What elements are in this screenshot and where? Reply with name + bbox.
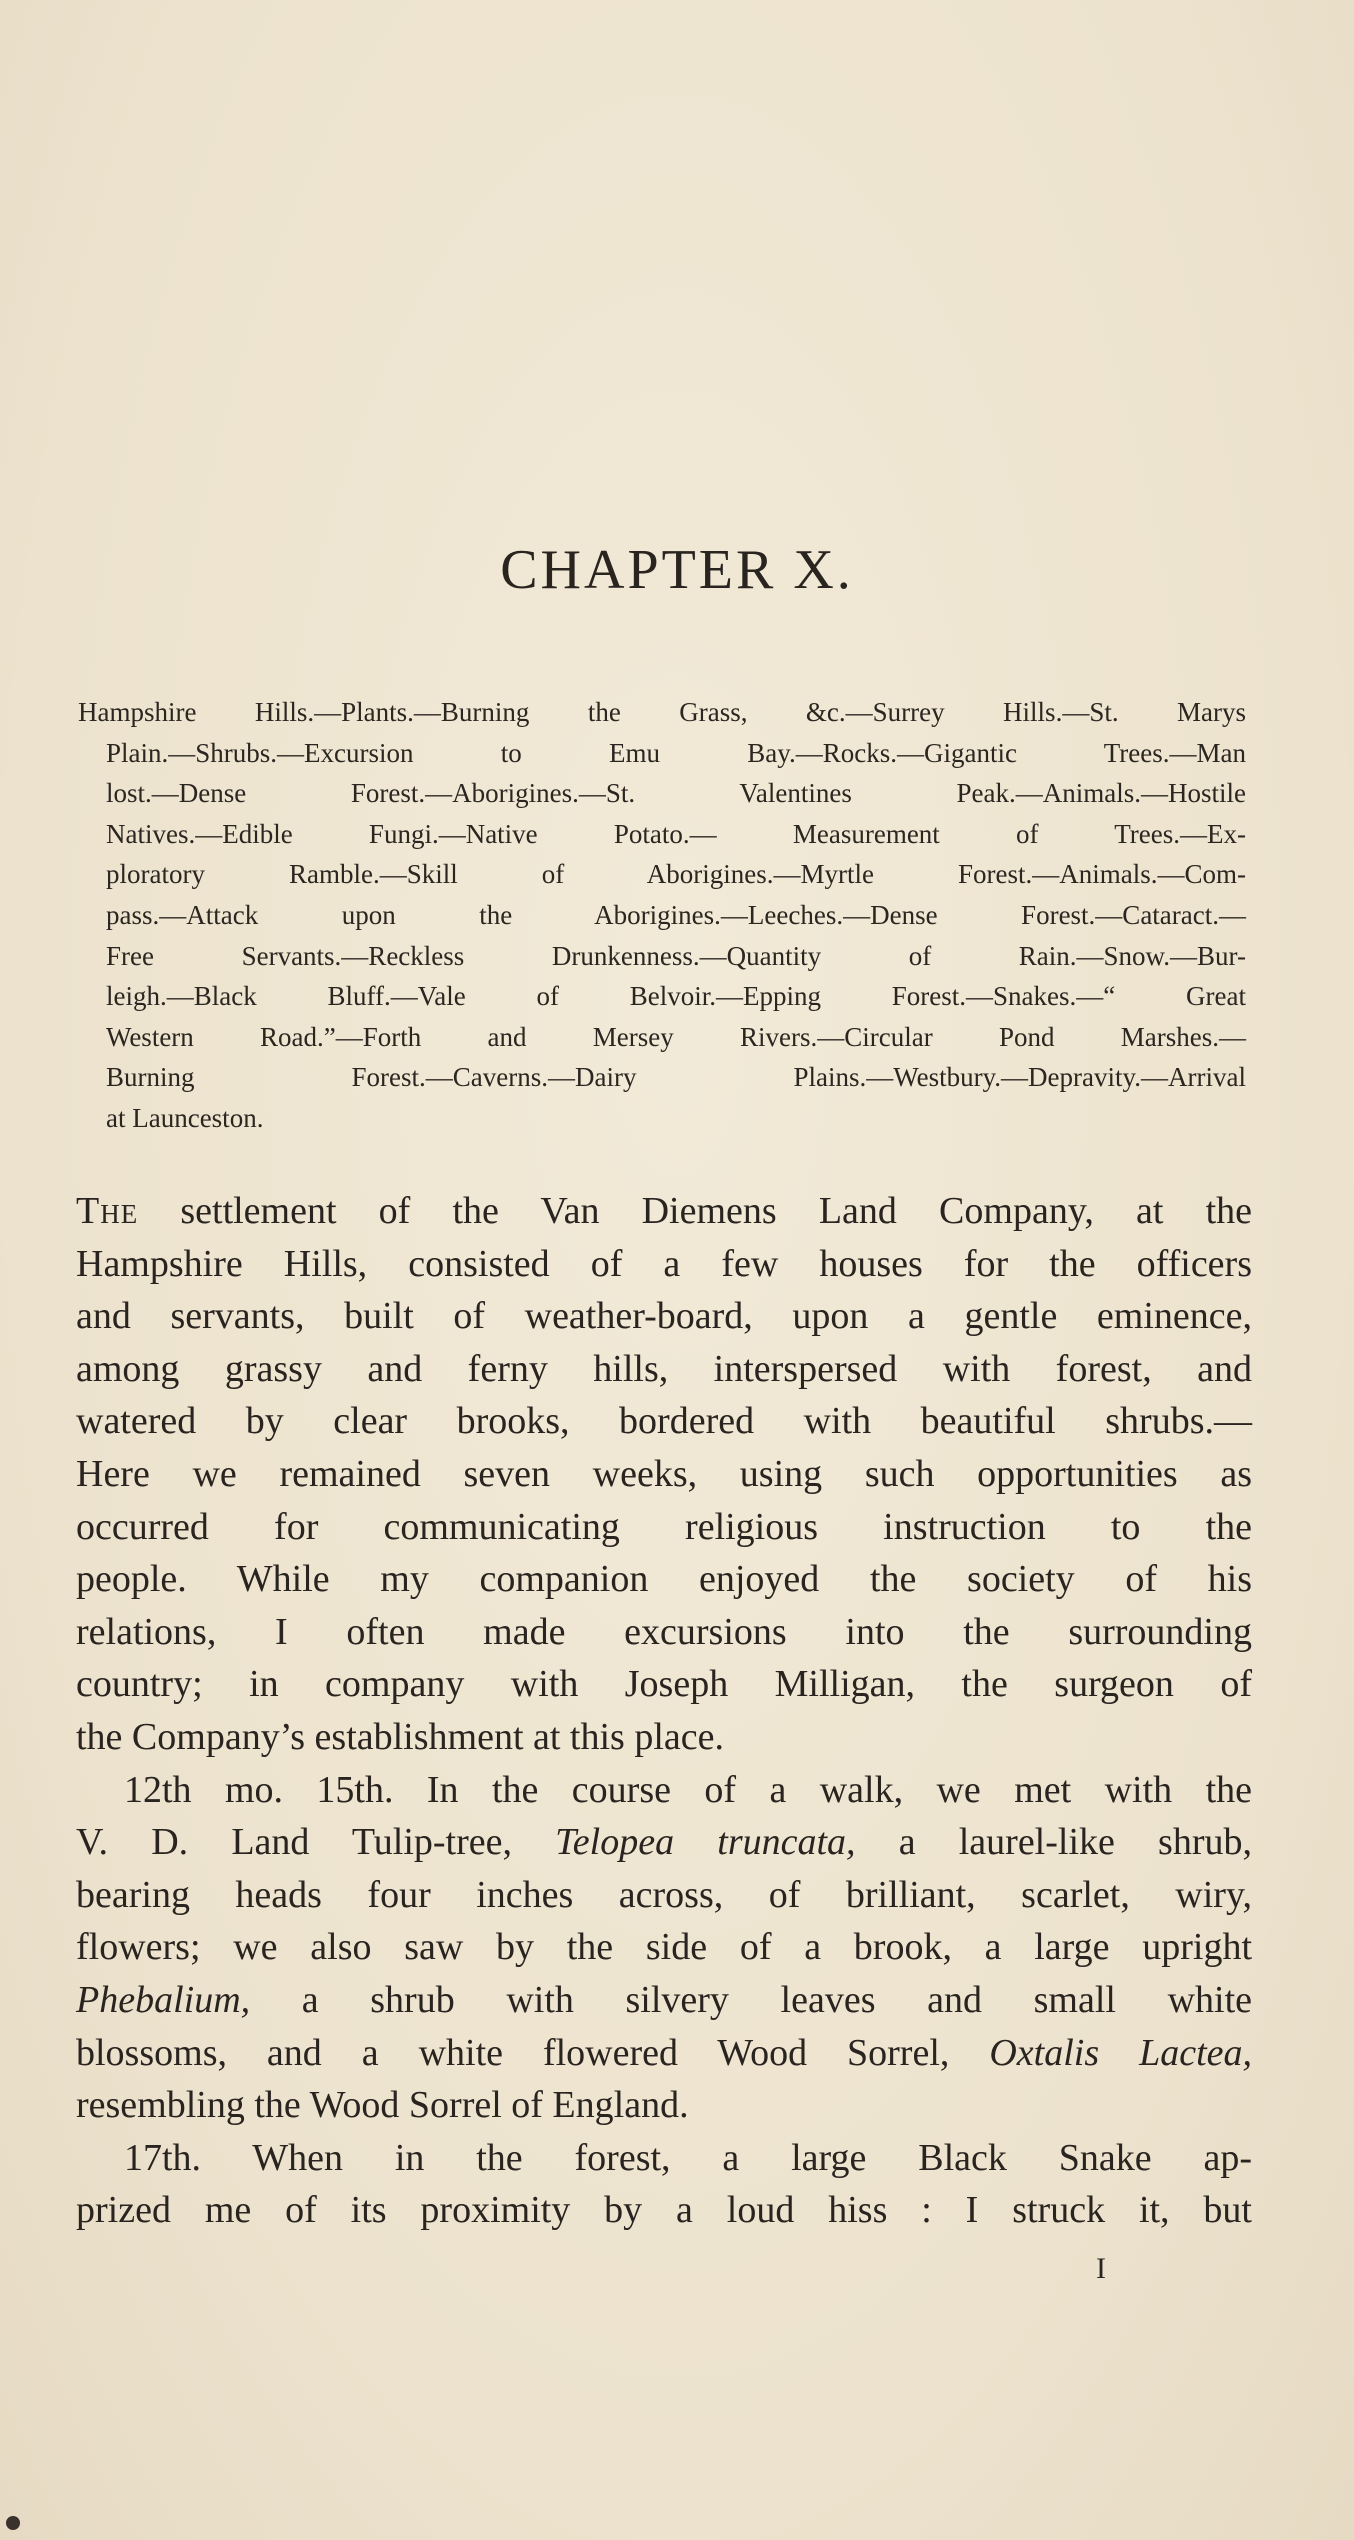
species-name: Oxtalis Lactea, xyxy=(989,2031,1252,2074)
signature-mark: I xyxy=(1096,2252,1106,2285)
synopsis-line: Free Servants.—Reckless Drunkenness.—Quantity of Rain.—Snow.—Bur- xyxy=(106,940,1246,971)
body-line: occurred for communicating religious instruction to the xyxy=(76,1505,1252,1548)
chapter-synopsis xyxy=(78,692,1246,1139)
body-line: 12th mo. 15th. In the course of a walk, we met with the xyxy=(124,1768,1252,1811)
lead-word: The xyxy=(76,1190,139,1232)
body-line: and servants, built of weather-board, upon a gentle eminence, xyxy=(76,1295,1252,1338)
body-line: relations, I often made excursions into the surrounding xyxy=(76,1610,1252,1653)
body-line: The settlement of the Van Diemens Land Company, at the xyxy=(76,1190,1252,1232)
body-line: Hampshire Hills, consisted of a few houses for the officers xyxy=(76,1242,1252,1285)
synopsis-line: Hampshire Hills.—Plants.—Burning the Grass, &c.—Surrey Hills.—St. Marys xyxy=(78,697,1246,727)
synopsis-line: at Launceston. xyxy=(106,1102,264,1133)
ink-spot xyxy=(6,2516,20,2530)
synopsis-line: leigh.—Black Bluff.—Vale of Belvoir.—Epping Forest.—Snakes.—“ Great xyxy=(106,981,1246,1012)
synopsis-line: ploratory Ramble.—Skill of Aborigines.—Myrtle Forest.—Animals.—Com- xyxy=(106,859,1246,890)
body-line: V. D. Land Tulip-tree, Telopea truncata, a laurel-like shrub, xyxy=(76,1821,1252,1864)
body-text xyxy=(76,1185,1252,2237)
body-line: flowers; we also saw by the side of a brook, a large upright xyxy=(76,1926,1252,1969)
synopsis-line: Plain.—Shrubs.—Excursion to Emu Bay.—Rocks.—Gigantic Trees.—Man xyxy=(106,737,1246,768)
body-line: among grassy and ferny hills, interspersed with forest, and xyxy=(76,1347,1252,1390)
body-line: country; in company with Joseph Milligan, the surgeon of xyxy=(76,1663,1252,1706)
species-name: Phebalium, xyxy=(76,1978,251,2021)
body-line: people. While my companion enjoyed the society of his xyxy=(76,1558,1252,1601)
body-line: watered by clear brooks, bordered with beautiful shrubs.— xyxy=(76,1400,1252,1443)
body-line: Here we remained seven weeks, using such opportunities as xyxy=(76,1452,1252,1495)
chapter-title: CHAPTER X. xyxy=(500,539,854,601)
body-line: resembling the Wood Sorrel of England. xyxy=(76,2084,689,2127)
body-line: Phebalium, a shrub with silvery leaves and small white xyxy=(76,1978,1252,2021)
synopsis-line: Natives.—Edible Fungi.—Native Potato.— Measurement of Trees.—Ex- xyxy=(106,818,1246,849)
body-line: the Company’s establishment at this place. xyxy=(76,1715,724,1758)
body-line: 17th. When in the forest, a large Black Snake ap- xyxy=(124,2136,1252,2179)
body-line: blossoms, and a white flowered Wood Sorrel, Oxtalis Lactea, xyxy=(76,2031,1252,2074)
species-name: Telopea truncata, xyxy=(555,1821,856,1864)
synopsis-line: Burning Forest.—Caverns.—Dairy Plains.—Westbury.—Depravity.—Arrival xyxy=(106,1062,1246,1093)
body-line: prized me of its proximity by a loud hiss : I struck it, but xyxy=(76,2189,1252,2232)
body-line: bearing heads four inches across, of brilliant, scarlet, wiry, xyxy=(76,1873,1252,1916)
synopsis-line: lost.—Dense Forest.—Aborigines.—St. Valentines Peak.—Animals.—Hostile xyxy=(106,778,1246,809)
synopsis-line: Western Road.”—Forth and Mersey Rivers.—Circular Pond Marshes.— xyxy=(106,1021,1246,1052)
synopsis-line: pass.—Attack upon the Aborigines.—Leeches.—Dense Forest.—Cataract.— xyxy=(106,899,1246,930)
